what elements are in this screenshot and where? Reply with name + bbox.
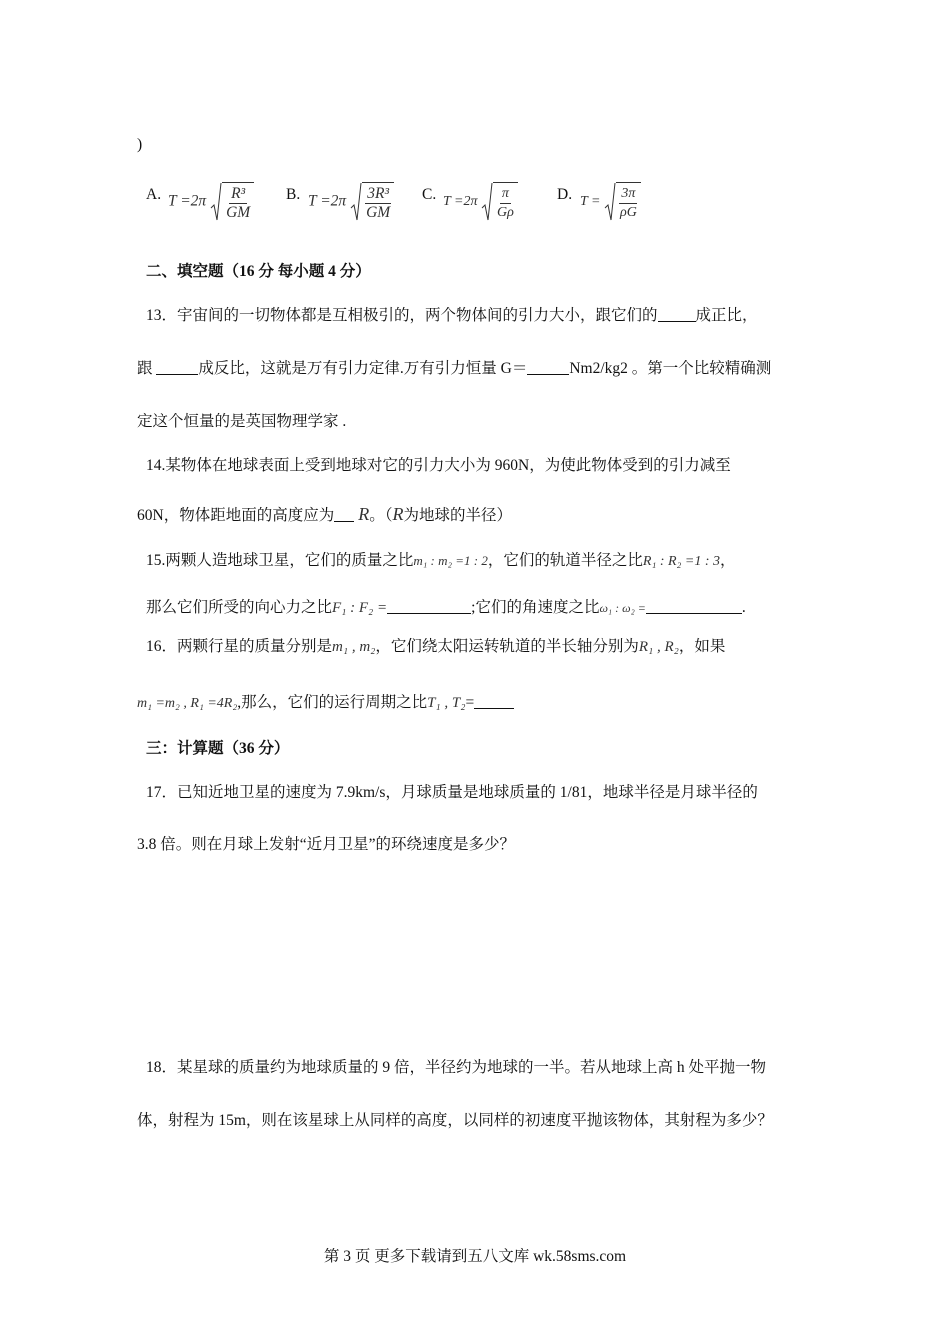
q16-masses: m₁ , m₂ <box>332 639 376 655</box>
option-c-formula <box>443 182 518 222</box>
radical-sign-icon <box>210 182 222 222</box>
option-d-numerator: 3π <box>619 185 637 204</box>
q14-text-2c: 为地球的半径） <box>403 507 512 524</box>
option-c-label: C. <box>422 186 437 203</box>
q14-text-2a: 60N，物体距地面的高度应为 <box>137 507 335 524</box>
option-b <box>286 186 300 204</box>
option-d-denominator: ρG <box>619 205 637 220</box>
q13-blank-3[interactable] <box>527 360 569 375</box>
q13-text-1a: 13．宇宙间的一切物体都是互相极引的，两个物体间的引力大小，跟它们的 <box>146 307 658 324</box>
q15-blank-2[interactable] <box>646 599 742 614</box>
q15-radius-ratio: R₁ : R₂ =1 : 3 <box>642 554 721 569</box>
q17-answer-area[interactable] <box>137 870 817 1040</box>
q15-text-2b: ;它们的角速度之比 <box>471 599 600 616</box>
option-d-formula <box>580 182 641 222</box>
option-c <box>422 186 436 204</box>
q14-radius-symbol: R <box>358 504 370 524</box>
q13-text-2c: Nm2/kg2 。第一个比较精确测 <box>569 360 772 377</box>
q15-text-2a: 那么它们所受的向心力之比 <box>146 599 333 616</box>
q14-line-2 <box>137 503 512 525</box>
q15-mass-ratio: m₁ : m₂ =1 : 2 <box>413 553 488 568</box>
q17-line-1: 17．已知近地卫星的速度为 7.9km/s，月球质量是地球质量的 1/81，地球半径是月球半径的 <box>146 784 758 801</box>
q13-text-1b: 成正比， <box>695 307 758 324</box>
q13-blank-1[interactable] <box>658 307 696 322</box>
q15-line-1 <box>146 548 736 570</box>
radical-sign-icon <box>604 182 616 222</box>
q16-line-1 <box>146 634 725 656</box>
section-calculation-title: 三：计算题（36 分） <box>146 740 290 757</box>
q16-radii: R₁ , R₂ <box>638 639 679 655</box>
q13-blank-2[interactable] <box>156 360 198 375</box>
q16-text-1a: 16．两颗行星的质量分别是 <box>146 638 333 655</box>
option-b-numerator: 3R³ <box>367 185 390 202</box>
q13-line-1 <box>146 303 758 325</box>
q12-tail: ) <box>137 136 143 153</box>
q16-periods: T₁ , T₂ <box>427 695 466 711</box>
option-d-label: D. <box>557 186 573 203</box>
q16-blank[interactable] <box>474 694 514 709</box>
q15-line-2 <box>146 595 746 617</box>
q13-line-2 <box>137 356 771 378</box>
option-c-numerator: π <box>500 185 511 204</box>
q16-condition: m₁ =m₂ , R₁ =4R₂ <box>137 696 238 711</box>
q18-line-2: 体，射程为 15m，则在该星球上从同样的高度，以同样的初速度平抛该物体，其射程为多少？ <box>137 1112 773 1129</box>
q15-text-2c: . <box>741 599 746 616</box>
option-b-formula <box>308 182 394 222</box>
option-d-lhs: T = <box>580 194 601 210</box>
option-b-denominator: GM <box>366 204 391 221</box>
q18-answer-area[interactable] <box>137 1145 817 1235</box>
option-a-numerator: R³ <box>231 185 246 202</box>
q14-line-1: 14.某物体在地球表面上受到地球对它的引力大小为 960N，为使此物体受到的引力减至 <box>146 457 731 474</box>
option-b-sqrt <box>350 182 394 222</box>
q16-text-2b: = <box>465 694 475 711</box>
q16-line-2 <box>137 690 514 712</box>
q15-text-1b: ，它们的轨道半径之比 <box>487 552 643 569</box>
q13-line-3: 定这个恒量的是英国物理学家 . <box>137 413 347 430</box>
option-a-lhs: T =2π <box>168 192 207 210</box>
q16-text-2a: ,那么，它们的运行周期之比 <box>237 694 428 711</box>
option-a-label: A. <box>146 186 162 203</box>
option-a-sqrt <box>210 182 254 222</box>
option-c-sqrt <box>481 182 518 222</box>
q14-radius-symbol-2: R <box>392 504 404 524</box>
option-a-denominator: GM <box>226 204 251 221</box>
radical-sign-icon <box>350 182 362 222</box>
option-b-label: B. <box>286 186 301 203</box>
q16-text-1b: ，它们绕太阳运转轨道的半长轴分别为 <box>375 638 639 655</box>
option-d <box>557 186 572 204</box>
q15-force-ratio: F₁ : F₂ = <box>332 600 388 616</box>
q14-text-2b: 。（ <box>369 507 393 524</box>
radical-sign-icon <box>481 182 493 222</box>
q14-blank[interactable] <box>334 507 354 522</box>
option-d-sqrt <box>604 182 641 222</box>
option-b-lhs: T =2π <box>308 192 347 210</box>
option-a-formula <box>168 182 254 222</box>
q15-omega-ratio: ω₁ : ω₂ = <box>599 601 646 615</box>
q18-line-1: 18．某星球的质量约为地球质量的 9 倍，半径约为地球的一半。若从地球上高 h 处平抛一物 <box>146 1059 767 1076</box>
q15-text-1a: 15.两颗人造地球卫星，它们的质量之比 <box>146 552 414 569</box>
q15-text-1c: ， <box>720 552 736 569</box>
option-c-denominator: Gρ <box>497 205 514 220</box>
q17-line-2: 3.8 倍。则在月球上发射“近月卫星”的环绕速度是多少？ <box>137 836 516 853</box>
q13-text-2b: 成反比，这就是万有引力定律.万有引力恒量 G＝ <box>198 360 528 377</box>
option-c-lhs: T =2π <box>443 194 478 210</box>
q13-text-2a: 跟 <box>137 360 157 377</box>
q15-blank-1[interactable] <box>387 599 471 614</box>
section-fill-in-title: 二、填空题（16 分 每小题 4 分） <box>146 263 371 280</box>
option-a <box>146 186 161 204</box>
page-footer: 第 3 页 更多下载请到五八文库 wk.58sms.com <box>323 1248 627 1265</box>
q16-text-1c: ，如果 <box>678 638 726 655</box>
